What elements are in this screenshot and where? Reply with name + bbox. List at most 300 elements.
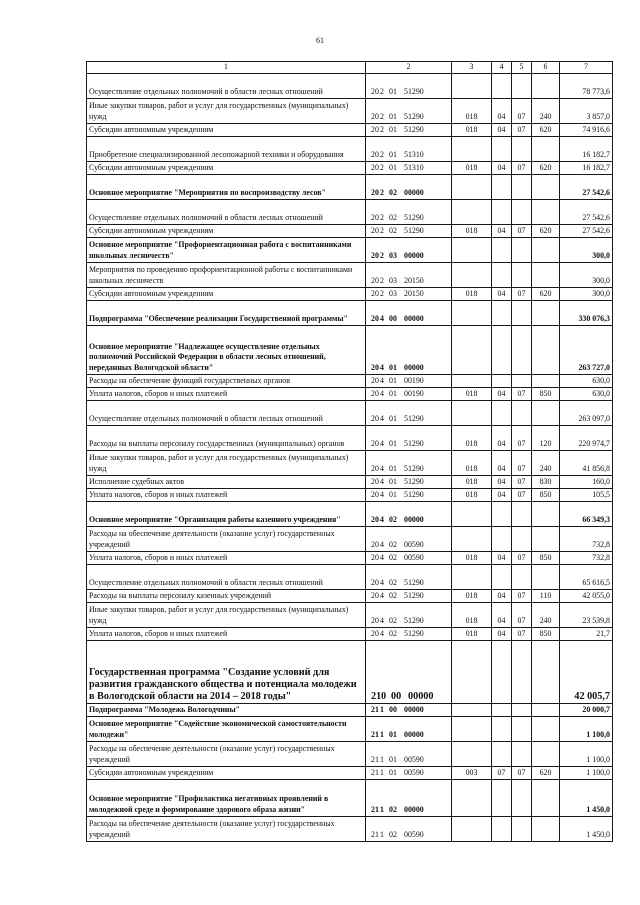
row-col-3: 018 xyxy=(452,450,492,475)
code-part: 02 xyxy=(389,629,397,638)
row-code xyxy=(366,551,452,564)
code-part: 4 xyxy=(380,629,384,638)
row-col-4 xyxy=(492,816,512,841)
code-part: 01 xyxy=(389,414,397,423)
row-col-5: 07 xyxy=(512,123,532,136)
row-col-3 xyxy=(452,526,492,551)
row-name: Осуществление отдельных полномочий в области лесных отношений xyxy=(87,73,366,98)
row-amount: 42 005,7 xyxy=(560,640,613,703)
code-part: 51290 xyxy=(404,125,424,134)
code-part: 51290 xyxy=(404,439,424,448)
row-col-3: 018 xyxy=(452,98,492,123)
row-col-6: 620 xyxy=(532,287,560,300)
row-code xyxy=(366,300,452,325)
code-part: 00000 xyxy=(404,730,424,739)
code-part: 21 xyxy=(371,690,382,702)
code-part: 2 xyxy=(380,188,384,197)
row-amount: 732,8 xyxy=(560,526,613,551)
row-col-4: 04 xyxy=(492,224,512,237)
code-part: 03 xyxy=(389,289,397,298)
code-part: 02 xyxy=(389,805,397,814)
row-code xyxy=(366,564,452,589)
code-part: 01 xyxy=(389,464,397,473)
row-name: Основное мероприятие "Мероприятия по воспроизводству лесов" xyxy=(87,174,366,199)
row-amount: 78 773,6 xyxy=(560,73,613,98)
code-part: 20 xyxy=(371,439,379,448)
code-part: 2 xyxy=(380,213,384,222)
row-amount: 16 182,7 xyxy=(560,136,613,161)
code-part: 02 xyxy=(389,616,397,625)
row-col-3 xyxy=(452,816,492,841)
row-col-6 xyxy=(532,374,560,387)
table-row xyxy=(87,425,613,450)
row-col-3: 018 xyxy=(452,488,492,501)
table-row xyxy=(87,589,613,602)
row-col-3: 018 xyxy=(452,627,492,640)
row-code xyxy=(366,387,452,400)
code-part: 51290 xyxy=(404,629,424,638)
row-col-5 xyxy=(512,526,532,551)
code-part: 21 xyxy=(371,805,379,814)
row-name: Субсидии автономным учреждениям xyxy=(87,161,366,174)
code-part: 1 xyxy=(380,730,384,739)
code-part: 20 xyxy=(371,591,379,600)
table-row xyxy=(87,387,613,400)
table-row xyxy=(87,551,613,564)
code-part: 00000 xyxy=(404,363,424,372)
code-part: 00190 xyxy=(404,389,424,398)
row-col-6 xyxy=(532,199,560,224)
row-col-6: 620 xyxy=(532,161,560,174)
row-code xyxy=(366,779,452,816)
row-col-4 xyxy=(492,136,512,161)
row-col-5 xyxy=(512,262,532,287)
row-col-6 xyxy=(532,325,560,374)
code-part: 00590 xyxy=(404,768,424,777)
row-col-5 xyxy=(512,199,532,224)
row-col-5: 07 xyxy=(512,627,532,640)
row-col-6: 240 xyxy=(532,98,560,123)
row-col-5: 07 xyxy=(512,224,532,237)
row-col-6 xyxy=(532,816,560,841)
row-col-5 xyxy=(512,716,532,741)
table-row xyxy=(87,488,613,501)
row-col-6 xyxy=(532,779,560,816)
row-col-4 xyxy=(492,400,512,425)
row-col-3 xyxy=(452,262,492,287)
row-code xyxy=(366,589,452,602)
row-amount: 1 100,0 xyxy=(560,716,613,741)
row-col-3 xyxy=(452,640,492,703)
code-part: 20 xyxy=(371,251,379,260)
row-col-5: 07 xyxy=(512,589,532,602)
code-part: 51290 xyxy=(404,213,424,222)
code-part: 2 xyxy=(380,163,384,172)
row-col-4 xyxy=(492,174,512,199)
row-code xyxy=(366,262,452,287)
row-col-5: 07 xyxy=(512,475,532,488)
row-col-4 xyxy=(492,325,512,374)
code-part: 20 xyxy=(371,540,379,549)
row-code xyxy=(366,123,452,136)
code-part: 00590 xyxy=(404,540,424,549)
row-code xyxy=(366,501,452,526)
code-part: 20 xyxy=(371,515,379,524)
code-part: 4 xyxy=(380,578,384,587)
code-part: 20 xyxy=(371,490,379,499)
row-col-3 xyxy=(452,703,492,716)
code-part: 02 xyxy=(389,226,397,235)
table-row xyxy=(87,262,613,287)
row-col-3: 018 xyxy=(452,224,492,237)
code-part: 51310 xyxy=(404,163,424,172)
row-col-3: 018 xyxy=(452,475,492,488)
page-number: 61 xyxy=(316,36,324,45)
row-col-4: 04 xyxy=(492,475,512,488)
row-amount: 300,0 xyxy=(560,237,613,262)
row-col-6 xyxy=(532,564,560,589)
row-col-5 xyxy=(512,237,532,262)
row-amount: 1 450,0 xyxy=(560,816,613,841)
code-part: 20150 xyxy=(404,289,424,298)
code-part: 21 xyxy=(371,768,379,777)
row-col-6 xyxy=(532,741,560,766)
row-code xyxy=(366,703,452,716)
row-code xyxy=(366,224,452,237)
table-row xyxy=(87,703,613,716)
row-col-6 xyxy=(532,174,560,199)
row-code xyxy=(366,716,452,741)
code-part: 01 xyxy=(389,490,397,499)
code-part: 02 xyxy=(389,515,397,524)
code-part: 20 xyxy=(371,150,379,159)
code-part: 20 xyxy=(371,289,379,298)
code-part: 02 xyxy=(389,830,397,839)
row-amount: 263 097,0 xyxy=(560,400,613,425)
row-amount: 27 542,6 xyxy=(560,199,613,224)
row-code xyxy=(366,450,452,475)
row-col-4: 04 xyxy=(492,161,512,174)
row-name: Осуществление отдельных полномочий в области лесных отношений xyxy=(87,199,366,224)
row-name: Расходы на обеспечение деятельности (оказание услуг) государственных учреждений xyxy=(87,526,366,551)
row-code xyxy=(366,766,452,779)
row-col-5: 07 xyxy=(512,488,532,501)
table-row xyxy=(87,526,613,551)
row-col-5: 07 xyxy=(512,161,532,174)
row-col-3 xyxy=(452,564,492,589)
row-col-3 xyxy=(452,501,492,526)
row-col-3 xyxy=(452,174,492,199)
code-part: 20 xyxy=(371,376,379,385)
row-name: Исполнение судебных актов xyxy=(87,475,366,488)
code-part: 2 xyxy=(380,251,384,260)
row-name: Расходы на обеспечение деятельности (оказание услуг) государственных учреждений xyxy=(87,816,366,841)
row-col-4: 07 xyxy=(492,766,512,779)
code-part: 1 xyxy=(380,755,384,764)
code-part: 4 xyxy=(380,515,384,524)
code-part: 00000 xyxy=(404,515,424,524)
row-col-4: 04 xyxy=(492,98,512,123)
code-part: 00000 xyxy=(408,690,434,702)
row-amount: 65 616,5 xyxy=(560,564,613,589)
row-col-5 xyxy=(512,640,532,703)
code-part: 01 xyxy=(389,376,397,385)
code-part: 20 xyxy=(371,464,379,473)
row-col-5 xyxy=(512,741,532,766)
row-amount: 23 539,8 xyxy=(560,602,613,627)
row-col-3: 018 xyxy=(452,589,492,602)
code-part: 00 xyxy=(389,314,397,323)
row-amount: 300,0 xyxy=(560,287,613,300)
row-col-6: 850 xyxy=(532,551,560,564)
table-row xyxy=(87,816,613,841)
row-amount: 41 856,8 xyxy=(560,450,613,475)
code-part: 4 xyxy=(380,616,384,625)
row-col-4: 04 xyxy=(492,589,512,602)
table-row xyxy=(87,627,613,640)
row-name: Субсидии автономным учреждениям xyxy=(87,224,366,237)
code-part: 00 xyxy=(389,705,397,714)
code-part: 20 xyxy=(371,414,379,423)
row-name: Основное мероприятие "Профориентационная работа с воспитанниками школьных лесничеств" xyxy=(87,237,366,262)
code-part: 51290 xyxy=(404,87,424,96)
code-part: 51290 xyxy=(404,226,424,235)
code-part: 4 xyxy=(380,314,384,323)
row-col-3 xyxy=(452,741,492,766)
row-col-4 xyxy=(492,703,512,716)
row-code xyxy=(366,237,452,262)
column-header: 1 xyxy=(87,62,366,74)
row-col-6: 120 xyxy=(532,425,560,450)
row-code xyxy=(366,475,452,488)
table-row xyxy=(87,237,613,262)
code-part: 01 xyxy=(389,112,397,121)
table-row xyxy=(87,199,613,224)
row-code xyxy=(366,136,452,161)
row-col-4 xyxy=(492,526,512,551)
row-name: Иные закупки товаров, работ и услуг для государственных (муниципальных) нужд xyxy=(87,602,366,627)
code-part: 20 xyxy=(371,276,379,285)
row-amount: 220 974,7 xyxy=(560,425,613,450)
table-row xyxy=(87,602,613,627)
row-col-5: 07 xyxy=(512,287,532,300)
code-part: 01 xyxy=(389,389,397,398)
code-part: 02 xyxy=(389,213,397,222)
row-code xyxy=(366,640,452,703)
row-col-4 xyxy=(492,300,512,325)
row-name: Мероприятия по проведению профориентационной работы с воспитанниками школьных лесничеств xyxy=(87,262,366,287)
row-code xyxy=(366,425,452,450)
code-part: 03 xyxy=(389,251,397,260)
row-amount: 1 450,0 xyxy=(560,779,613,816)
row-col-4: 04 xyxy=(492,450,512,475)
row-col-6: 620 xyxy=(532,224,560,237)
code-part: 20 xyxy=(371,389,379,398)
row-amount: 27 542,6 xyxy=(560,224,613,237)
row-name: Основное мероприятие "Профилактика негативных проявлений в молодежной среде и формирование здорового образа жизни" xyxy=(87,779,366,816)
column-header: 6 xyxy=(532,62,560,74)
row-col-5: 07 xyxy=(512,551,532,564)
row-amount: 1 100,0 xyxy=(560,766,613,779)
row-name: Иные закупки товаров, работ и услуг для государственных (муниципальных) нужд xyxy=(87,450,366,475)
code-part: 20 xyxy=(371,125,379,134)
row-amount: 630,0 xyxy=(560,374,613,387)
code-part: 01 xyxy=(389,87,397,96)
row-col-6 xyxy=(532,73,560,98)
code-part: 00000 xyxy=(404,188,424,197)
row-col-4 xyxy=(492,501,512,526)
row-code xyxy=(366,526,452,551)
row-col-3: 018 xyxy=(452,602,492,627)
code-part: 2 xyxy=(380,276,384,285)
row-code xyxy=(366,325,452,374)
row-amount: 74 916,6 xyxy=(560,123,613,136)
code-part: 01 xyxy=(389,150,397,159)
code-part: 20 xyxy=(371,226,379,235)
code-part: 02 xyxy=(389,553,397,562)
row-col-6 xyxy=(532,526,560,551)
row-amount: 42 055,0 xyxy=(560,589,613,602)
row-col-6: 850 xyxy=(532,627,560,640)
code-part: 00190 xyxy=(404,376,424,385)
row-code xyxy=(366,741,452,766)
code-part: 00000 xyxy=(404,805,424,814)
row-name: Расходы на выплаты персоналу казенных учреждений xyxy=(87,589,366,602)
row-col-5 xyxy=(512,300,532,325)
row-name: Субсидии автономным учреждениям xyxy=(87,287,366,300)
row-code xyxy=(366,287,452,300)
row-name: Субсидии автономным учреждениям xyxy=(87,766,366,779)
row-name: Осуществление отдельных полномочий в области лесных отношений xyxy=(87,400,366,425)
table-row xyxy=(87,400,613,425)
code-part: 1 xyxy=(380,768,384,777)
code-part: 4 xyxy=(380,553,384,562)
table-row xyxy=(87,564,613,589)
row-name: Подпрограмма "Молодежь Вологодчины" xyxy=(87,703,366,716)
code-part: 01 xyxy=(389,477,397,486)
code-part: 20150 xyxy=(404,276,424,285)
code-part: 20 xyxy=(371,363,379,372)
code-part: 20 xyxy=(371,477,379,486)
row-col-3 xyxy=(452,716,492,741)
row-name: Основное мероприятие "Организация работы казенного учреждения" xyxy=(87,501,366,526)
row-col-5 xyxy=(512,73,532,98)
row-col-4: 04 xyxy=(492,627,512,640)
code-part: 1 xyxy=(380,830,384,839)
table-row xyxy=(87,450,613,475)
code-part: 20 xyxy=(371,616,379,625)
row-col-4: 04 xyxy=(492,602,512,627)
row-name: Уплата налогов, сборов и иных платежей xyxy=(87,627,366,640)
row-amount: 16 182,7 xyxy=(560,161,613,174)
row-col-3: 018 xyxy=(452,551,492,564)
code-part: 01 xyxy=(389,755,397,764)
row-amount: 27 542,6 xyxy=(560,174,613,199)
code-part: 20 xyxy=(371,163,379,172)
table-row xyxy=(87,123,613,136)
row-code xyxy=(366,174,452,199)
code-part: 2 xyxy=(380,150,384,159)
table-row xyxy=(87,161,613,174)
row-col-3: 003 xyxy=(452,766,492,779)
code-part: 01 xyxy=(389,125,397,134)
row-col-4 xyxy=(492,262,512,287)
column-header: 7 xyxy=(560,62,613,74)
row-col-4: 04 xyxy=(492,287,512,300)
code-part: 4 xyxy=(380,591,384,600)
row-code xyxy=(366,816,452,841)
code-part: 20 xyxy=(371,553,379,562)
row-col-3: 018 xyxy=(452,387,492,400)
row-col-3: 018 xyxy=(452,287,492,300)
code-part: 2 xyxy=(380,226,384,235)
code-part: 02 xyxy=(389,540,397,549)
row-col-6: 620 xyxy=(532,123,560,136)
row-col-3 xyxy=(452,73,492,98)
row-amount: 732,8 xyxy=(560,551,613,564)
row-col-6: 850 xyxy=(532,387,560,400)
row-col-5: 07 xyxy=(512,425,532,450)
row-col-5 xyxy=(512,374,532,387)
row-col-3 xyxy=(452,199,492,224)
row-col-5 xyxy=(512,779,532,816)
code-part: 00590 xyxy=(404,830,424,839)
row-amount: 1 100,0 xyxy=(560,741,613,766)
row-col-3 xyxy=(452,237,492,262)
column-header: 4 xyxy=(492,62,512,74)
code-part: 00 xyxy=(391,690,402,702)
code-part: 4 xyxy=(380,414,384,423)
row-amount: 330 076,3 xyxy=(560,300,613,325)
row-col-5: 07 xyxy=(512,602,532,627)
code-part: 0 xyxy=(381,690,387,702)
code-part: 00000 xyxy=(404,314,424,323)
row-col-5: 07 xyxy=(512,450,532,475)
row-name: Иные закупки товаров, работ и услуг для государственных (муниципальных) нужд xyxy=(87,98,366,123)
row-code xyxy=(366,199,452,224)
row-name: Государственная программа "Создание условий для развития гражданского общества и потенциала молодежи в Вологодской области на 2014 – 2018 годы" xyxy=(87,640,366,703)
row-col-5 xyxy=(512,816,532,841)
code-part: 51290 xyxy=(404,464,424,473)
code-part: 21 xyxy=(371,730,379,739)
table-row xyxy=(87,374,613,387)
row-col-4 xyxy=(492,199,512,224)
row-amount: 263 727,0 xyxy=(560,325,613,374)
row-col-3 xyxy=(452,325,492,374)
row-col-5 xyxy=(512,501,532,526)
row-code xyxy=(366,73,452,98)
row-amount: 3 857,0 xyxy=(560,98,613,123)
table-row xyxy=(87,136,613,161)
code-part: 2 xyxy=(380,289,384,298)
code-part: 21 xyxy=(371,755,379,764)
row-col-6 xyxy=(532,501,560,526)
row-name: Субсидии автономным учреждениям xyxy=(87,123,366,136)
code-part: 1 xyxy=(380,705,384,714)
code-part: 01 xyxy=(389,768,397,777)
code-part: 2 xyxy=(380,125,384,134)
row-col-5: 07 xyxy=(512,387,532,400)
row-col-3 xyxy=(452,374,492,387)
budget-table xyxy=(86,61,613,842)
row-col-6 xyxy=(532,400,560,425)
row-code xyxy=(366,98,452,123)
code-part: 51290 xyxy=(404,112,424,121)
code-part: 51290 xyxy=(404,414,424,423)
row-col-3 xyxy=(452,136,492,161)
row-name: Уплата налогов, сборов и иных платежей xyxy=(87,387,366,400)
row-amount: 630,0 xyxy=(560,387,613,400)
